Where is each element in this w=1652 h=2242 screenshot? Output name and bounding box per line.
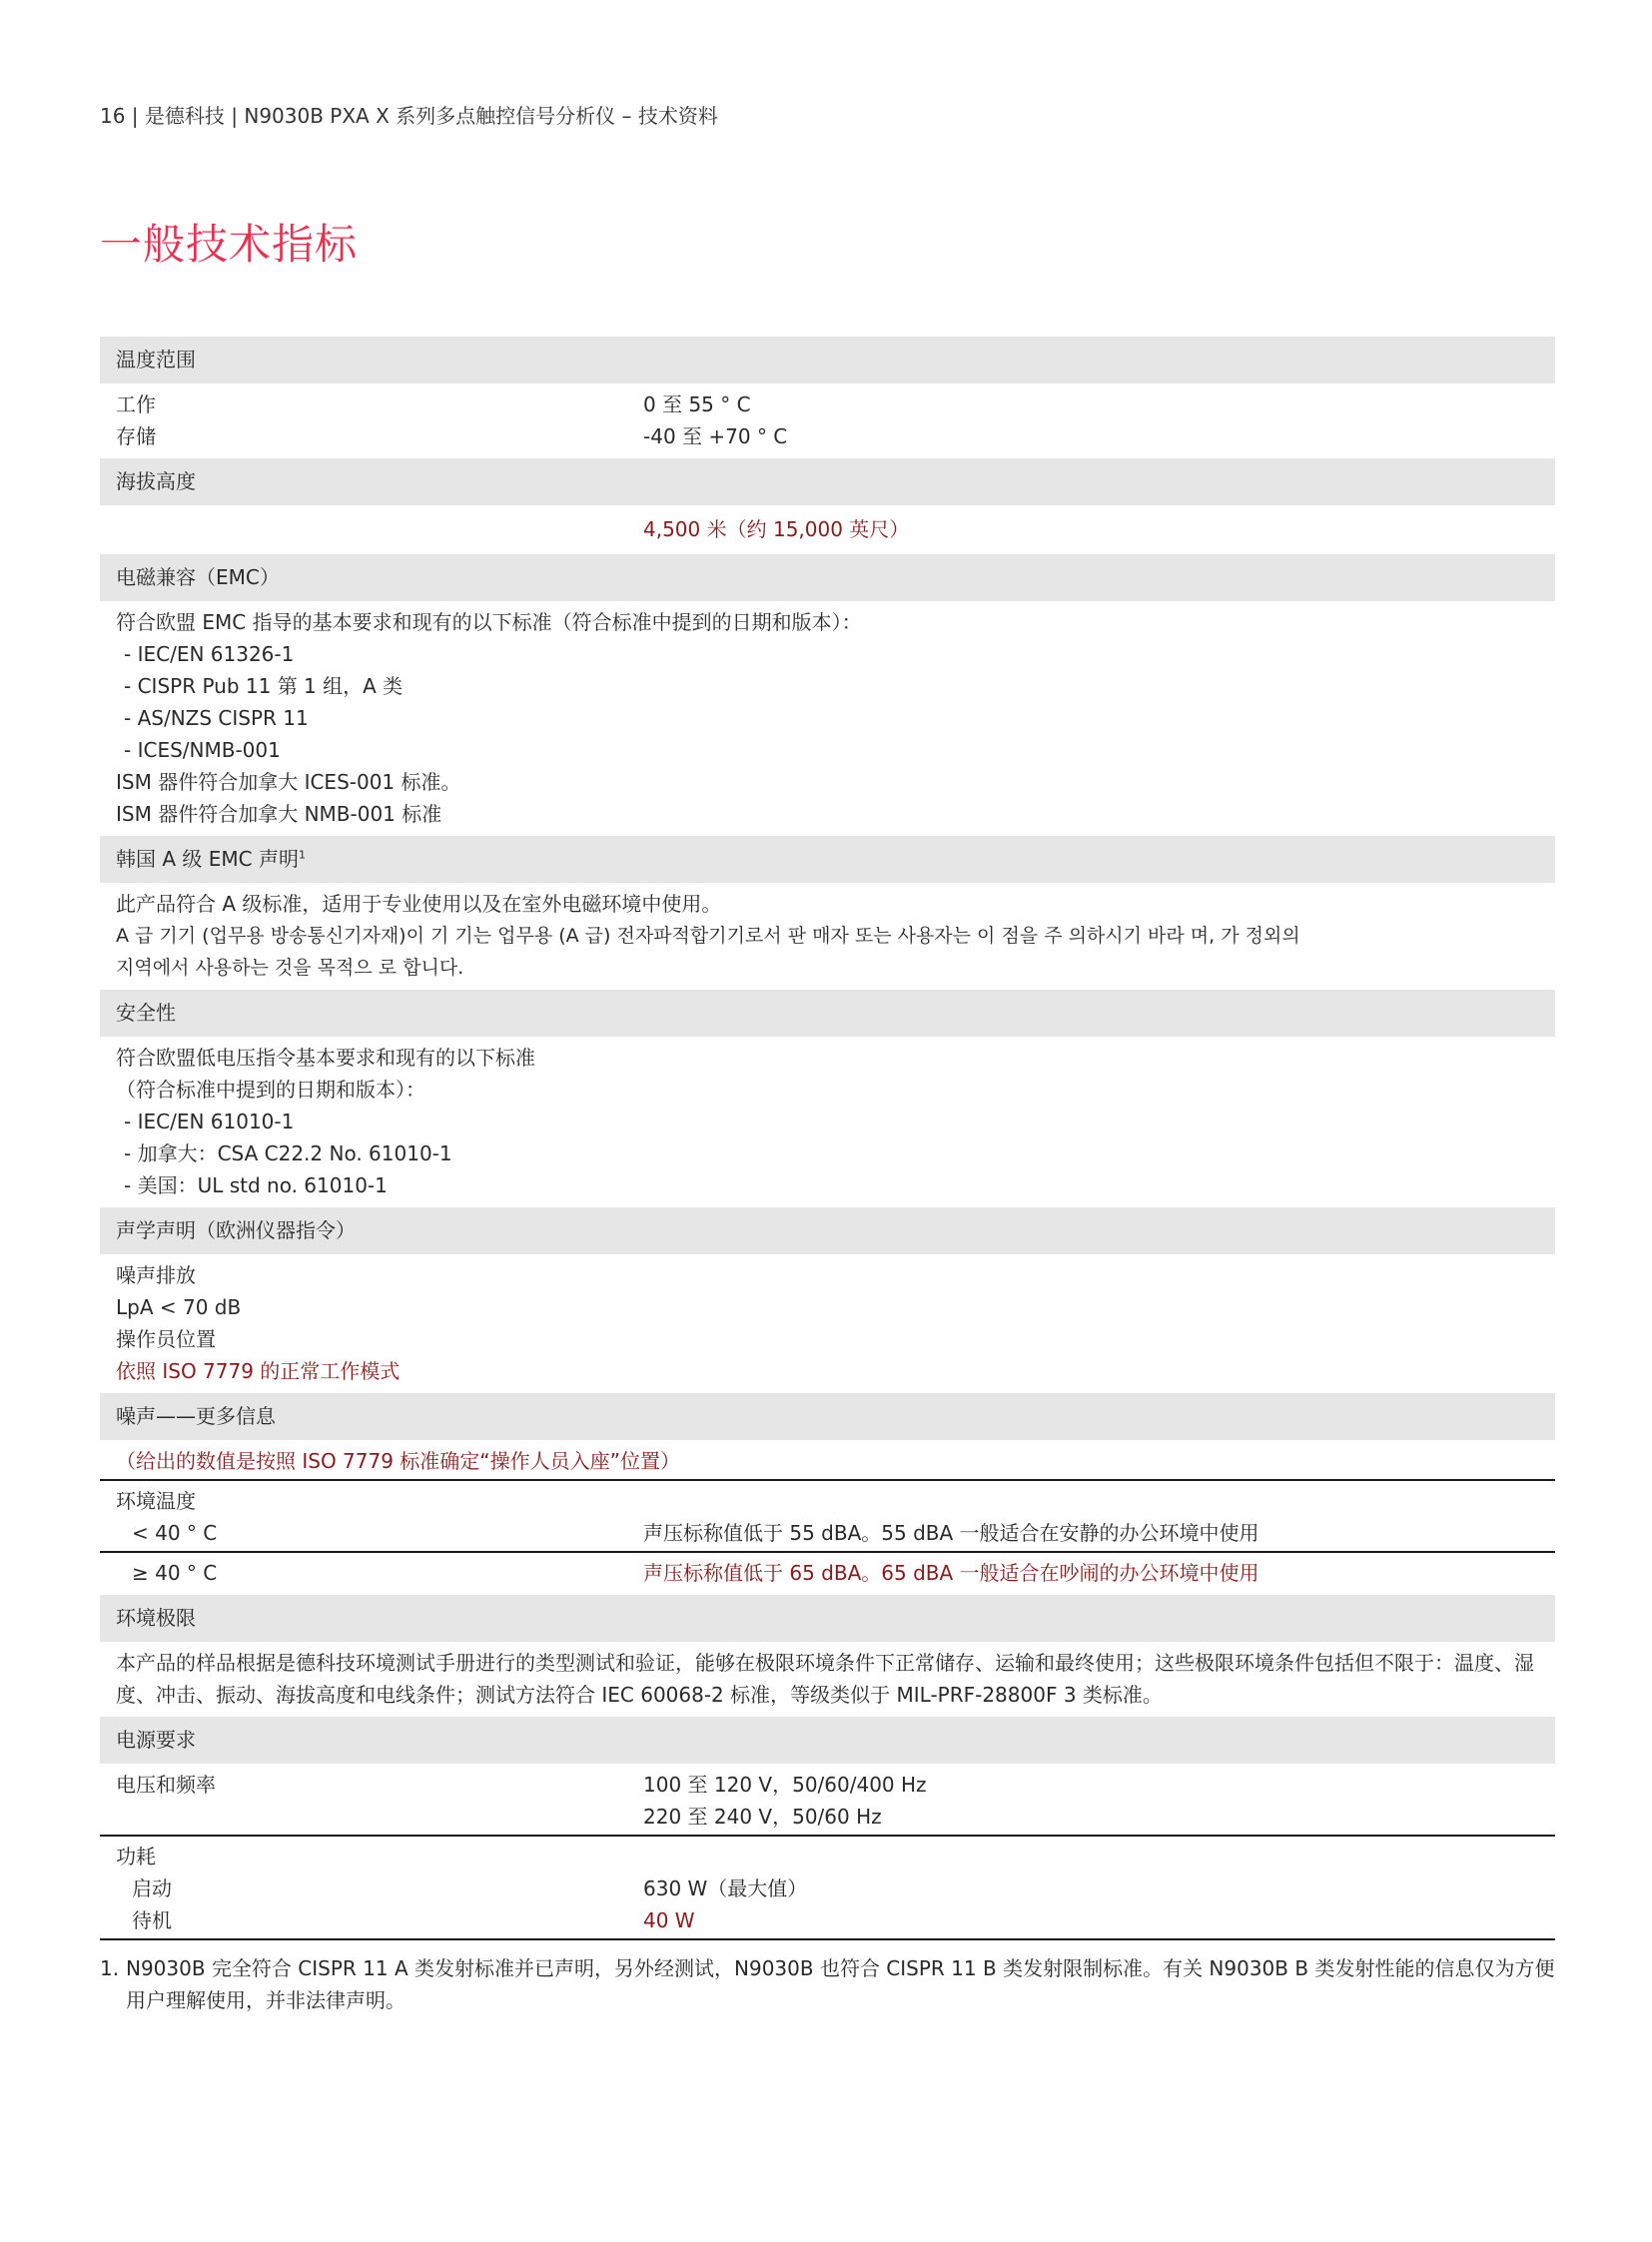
spec-row xyxy=(100,388,1555,420)
spec-value: -40 至 +70 ° C xyxy=(643,424,788,448)
spec-row xyxy=(100,1841,1555,1872)
section-altitude: 海拔高度 xyxy=(100,458,1555,505)
footnote-mark: 1 xyxy=(298,848,306,862)
section-power: 电源要求 xyxy=(100,1717,1555,1764)
spec-value: 40 W xyxy=(643,1908,695,1932)
spec-row xyxy=(100,1872,1555,1904)
section-heading: 韩国 A 级 EMC 声明 xyxy=(116,847,299,871)
text-line: 符合欧盟 EMC 指导的基本要求和现有的以下标准（符合标准中提到的日期和版本）： xyxy=(116,610,862,634)
footnote-text: N9030B 完全符合 CISPR 11 A 类发射标准并已声明，另外经测试，N9030B 也符合 CISPR 11 B 类发射限制标准。有关 N9030B B 类发射性能的信息仅为方便用户理解使用，并非法律声明。 xyxy=(126,1956,1555,2012)
text-line: ISM 器件符合加拿大 NMB-001 标准 xyxy=(116,802,442,826)
text-line: 操作员位置 xyxy=(116,1327,216,1351)
text-line: - IEC/EN 61010-1 xyxy=(124,1110,295,1133)
text-line: 噪声排放 xyxy=(116,1263,196,1287)
spec-row xyxy=(100,1904,1555,1936)
spec-table xyxy=(100,337,1555,1944)
text-line: - IEC/EN 61326-1 xyxy=(124,642,295,666)
spec-label: 功耗 xyxy=(116,1845,156,1868)
section-noise: 噪声——更多信息 xyxy=(100,1393,1555,1440)
text-line: 此产品符合 A 级标准，适用于专业使用以及在室外电磁环境中使用。 xyxy=(116,892,722,916)
spec-label: 待机 xyxy=(132,1908,172,1932)
noise-note: （给出的数值是按照 ISO 7779 标准确定“操作人员入座”位置） xyxy=(116,1449,681,1473)
text-line: 依照 ISO 7779 的正常工作模式 xyxy=(116,1359,401,1383)
spec-value: 声压标称值低于 55 dBA。55 dBA 一般适合在安静的办公环境中使用 xyxy=(643,1521,1259,1545)
footnote-number: 1. xyxy=(100,1956,120,1980)
text-line: （符合标准中提到的日期和版本）： xyxy=(116,1078,425,1102)
divider xyxy=(100,1551,1555,1553)
text-line: - CISPR Pub 11 第 1 组，A 类 xyxy=(124,674,404,698)
spec-label: 环境温度 xyxy=(116,1489,196,1513)
divider xyxy=(100,1938,1555,1940)
text-line: 符合欧盟低电压指令基本要求和现有的以下标准 xyxy=(116,1046,535,1070)
spec-label: 电压和频率 xyxy=(116,1773,216,1797)
text-line: A 급 기기 (업무용 방송통신기자재)이 기 기는 업무용 (A 급) 전자파적합기기로서 판 매자 또는 사용자는 이 점을 주 의하시기 바라 며, 가 정외의 xyxy=(116,925,1300,947)
spec-row xyxy=(100,1485,1555,1517)
spec-label: ≥ 40 ° C xyxy=(132,1561,218,1585)
spec-label: 存储 xyxy=(116,424,156,448)
safety-text xyxy=(100,1042,1555,1201)
page-title: 一般技术指标 xyxy=(100,220,359,269)
spec-row xyxy=(100,1801,1555,1833)
text-line: - ICES/NMB-001 xyxy=(124,738,281,762)
korea-text xyxy=(100,888,1555,984)
altitude-value: 4,500 米（约 15,000 英尺） xyxy=(643,517,910,541)
text-line: LpA < 70 dB xyxy=(116,1295,242,1319)
spec-value: 100 至 120 V，50/60/400 Hz xyxy=(643,1773,927,1797)
divider xyxy=(100,1835,1555,1837)
spec-value: 220 至 240 V，50/60 Hz xyxy=(643,1805,882,1829)
spec-value: 0 至 55 ° C xyxy=(643,392,751,416)
section-temperature: 温度范围 xyxy=(100,337,1555,383)
text-line: - 美国：UL std no. 61010-1 xyxy=(124,1173,388,1197)
page-header: 16 | 是德科技 | N9030B PXA X 系列多点触控信号分析仪 – 技术资料 xyxy=(100,104,718,128)
acoustic-text xyxy=(100,1259,1555,1387)
spec-label: 工作 xyxy=(116,392,156,416)
section-acoustic: 声学声明（欧洲仪器指令） xyxy=(100,1207,1555,1254)
spec-value: 630 W（最大值） xyxy=(643,1876,808,1900)
spec-value: 声压标称值低于 65 dBA。65 dBA 一般适合在吵闹的办公环境中使用 xyxy=(643,1561,1259,1585)
section-safety: 安全性 xyxy=(100,990,1555,1037)
spec-row xyxy=(100,420,1555,452)
text-line: - AS/NZS CISPR 11 xyxy=(124,706,309,730)
noise-note-wrap xyxy=(100,1445,1555,1477)
text-line: ISM 器件符合加拿大 ICES-001 标准。 xyxy=(116,770,461,794)
spec-row xyxy=(100,510,1555,548)
spec-row xyxy=(100,1557,1555,1589)
text-line: 지역에서 사용하는 것을 목적으 로 합니다. xyxy=(116,957,464,979)
spec-label: < 40 ° C xyxy=(132,1521,218,1545)
text-paragraph: 本产品的样品根据是德科技环境测试手册进行的类型测试和验证，能够在极限环境条件下正常储存、运输和最终使用；这些极限环境条件包括但不限于：温度、湿度、冲击、振动、海拔高度和电线条件；测试方法符合 IEC 60068-2 标准，等级类似于 MIL-PRF-28800F 3 类标准。 xyxy=(116,1651,1534,1707)
section-korea-emc xyxy=(100,836,1555,883)
footnote xyxy=(100,1952,1555,2016)
text-line: - 加拿大：CSA C22.2 No. 61010-1 xyxy=(124,1141,452,1165)
spec-row xyxy=(100,1517,1555,1549)
section-env-limits: 环境极限 xyxy=(100,1595,1555,1642)
divider xyxy=(100,1479,1555,1481)
env-limits-text xyxy=(100,1647,1555,1711)
spec-label: 启动 xyxy=(132,1876,172,1900)
section-emc: 电磁兼容（EMC） xyxy=(100,554,1555,601)
emc-text xyxy=(100,606,1555,830)
spec-row xyxy=(100,1769,1555,1801)
